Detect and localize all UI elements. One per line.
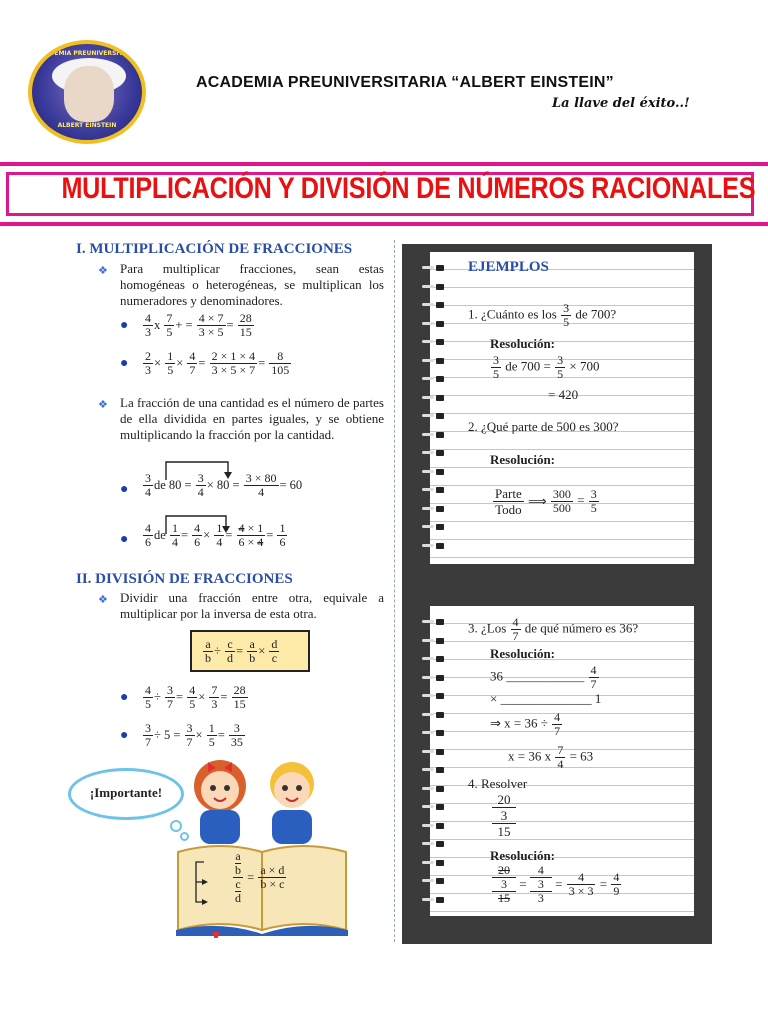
spiral-ring-icon [422, 805, 446, 809]
bullet-icon: ● [120, 728, 129, 743]
equation-1: $\frac{4}{3}$ x $\frac{7}{5}$ + = $\frac{4 \times 7}{3 \times 5}$ = $\frac{28}{15}$ [145, 311, 252, 339]
spiral-ring-icon [422, 879, 446, 883]
page-title: MULTIPLICACIÓN Y DIVISIÓN DE NÚMEROS RACIONALES [61, 172, 756, 205]
example-2-question: 2. ¿Qué parte de 500 es 300? [468, 419, 619, 434]
spiral-ring-icon [422, 639, 446, 643]
spiral-ring-icon [422, 713, 446, 717]
logo-text-bottom: ALBERT EINSTEIN [57, 122, 117, 129]
bullet-icon: ● [120, 482, 129, 497]
bullet-icon: ● [120, 356, 129, 371]
example-1-step-1: $\frac{3}{5}$ de 700 = $\frac{3}{5}$ × 700 [493, 353, 600, 381]
column-divider [394, 240, 395, 942]
example-3-question: 3. ¿Los $\frac{4}{7}$ de qué número es 36? [468, 615, 639, 643]
example-4-resolution-label: Resolución: [490, 848, 555, 863]
diamond-bullet-icon: ❖ [98, 265, 108, 277]
notebook-page-1 [430, 252, 694, 564]
academy-name: ACADEMIA PREUNIVERSITARIA “ALBERT EINSTEIN” [196, 74, 614, 91]
spiral-ring-icon [422, 750, 446, 754]
spiral-ring-icon [422, 340, 446, 344]
spiral-ring-icon [422, 266, 446, 270]
equation-2: $\frac{2}{3}$ × $\frac{1}{5}$ × $\frac{4}{7}$ = $\frac{2 \times 1 \times 4}{3 \times 5 \times 7}$ = $\frac{8}{105}$ [145, 349, 290, 377]
spiral-ring-icon [422, 451, 446, 455]
academy-logo [28, 40, 146, 144]
example-1-step-2: = 420 [548, 387, 579, 402]
examples-heading: EJEMPLOS [468, 259, 549, 275]
diamond-bullet-icon: ❖ [98, 594, 108, 606]
example-3-step-4: x = 36 x $\frac{7}{4}$ = 63 [508, 743, 594, 771]
bullet-icon: ● [120, 690, 129, 705]
important-cloud [68, 768, 184, 820]
slogan: La llave del éxito..! [552, 96, 690, 111]
logo-text-top: ACADEMIA PREUNIVERSITARIA [35, 50, 139, 57]
example-1-resolution-label: Resolución: [490, 336, 555, 351]
bullet-icon: ● [120, 318, 129, 333]
diamond-bullet-icon: ❖ [98, 399, 108, 411]
title-banner [0, 162, 768, 226]
example-3-step-1: 36 ____________ $\frac{4}{7}$ [490, 663, 597, 691]
spiral-binding-2 [422, 606, 448, 916]
spiral-ring-icon [422, 824, 446, 828]
spiral-ring-icon [422, 842, 446, 846]
spiral-ring-icon [422, 525, 446, 529]
example-1-question: 1. ¿Cuánto es los $\frac{3}{5}$ de 700? [468, 301, 617, 329]
example-3-step-2: × ______________ 1 [490, 691, 602, 706]
example-3-resolution-label: Resolución: [490, 646, 555, 661]
section-1-text-1: Para multiplicar fracciones, sean estas homogéneas o heterogéneas, se multiplican los numeradores y denominadores. [120, 261, 384, 308]
spiral-ring-icon [422, 433, 446, 437]
spiral-ring-icon [422, 303, 446, 307]
spiral-ring-icon [422, 861, 446, 865]
spiral-ring-icon [422, 488, 446, 492]
section-2-text-1: Dividir una fracción entre otra, equivale a multiplicar por la inversa de esta otra. [120, 590, 384, 621]
spiral-ring-icon [422, 731, 446, 735]
example-2-resolution-label: Resolución: [490, 452, 555, 467]
spiral-ring-icon [422, 657, 446, 661]
equation-5: $\frac{4}{5}$ ÷ $\frac{3}{7}$ = $\frac{4}{5}$ × $\frac{7}{3}$ = $\frac{28}{15}$ [145, 683, 246, 711]
example-4-complex-fraction: 20 3 15 [492, 792, 516, 839]
spiral-ring-icon [422, 544, 446, 548]
example-4-step: 20 3 15 = 4 3 3 = $\frac{4}{3 \times 3}$ = $\frac{4}{9}$ [492, 864, 622, 905]
spiral-ring-icon [422, 322, 446, 326]
equation-6: $\frac{3}{7}$ ÷ 5 = $\frac{3}{7}$ × $\frac{1}{5}$ = $\frac{3}{35}$ [145, 721, 243, 749]
division-rule-box: $\frac{a}{b}$ ÷ $\frac{c}{d}$ = $\frac{a}{b}$ × $\frac{d}{c}$ [190, 630, 310, 672]
spiral-ring-icon [422, 676, 446, 680]
spiral-ring-icon [422, 470, 446, 474]
spiral-ring-icon [422, 359, 446, 363]
spiral-ring-icon [422, 898, 446, 902]
spiral-ring-icon [422, 396, 446, 400]
example-4-question: 4. Resolver [468, 776, 528, 791]
open-book-illustration: a b c d = $\frac{a \times d}{b \times c}$ [174, 838, 350, 930]
section-1-text-2: La fracción de una cantidad es el número de partes de ella dividida en partes iguales, y se obtiene multiplicando la fracción por la cantidad. [120, 395, 384, 442]
spiral-ring-icon [422, 768, 446, 772]
spiral-ring-icon [422, 620, 446, 624]
equation-4: $\frac{4}{6}$ de $\frac{1}{4}$ = $\frac{4}{6}$ × $\frac{1}{4}$ = $\frac{4 \times 1}{6 \times 4}$ = $\frac{1}{6}$ [145, 521, 286, 549]
example-3-step-3: ⇒ x = 36 ÷ $\frac{4}{7}$ [490, 710, 561, 738]
equation-3: $\frac{3}{4}$ de 80 = $\frac{3}{4}$ × 80 = $\frac{3 \times 80}{4}$ = 60 [145, 471, 303, 499]
spiral-ring-icon [422, 377, 446, 381]
section-2-heading: II. DIVISIÓN DE FRACCIONES [76, 571, 293, 587]
spiral-ring-icon [422, 694, 446, 698]
section-1-heading: I. MULTIPLICACIÓN DE FRACCIONES [76, 241, 353, 257]
spiral-ring-icon [422, 285, 446, 289]
spiral-binding-1 [422, 252, 448, 564]
spiral-ring-icon [422, 414, 446, 418]
example-2-step: Parte Todo ⟹ $\frac{300}{500}$ = $\frac{3}{5}$ [495, 486, 597, 517]
spiral-ring-icon [422, 787, 446, 791]
bullet-icon: ● [120, 532, 129, 547]
important-label: ¡Importante! [89, 785, 163, 800]
spiral-ring-icon [422, 507, 446, 511]
